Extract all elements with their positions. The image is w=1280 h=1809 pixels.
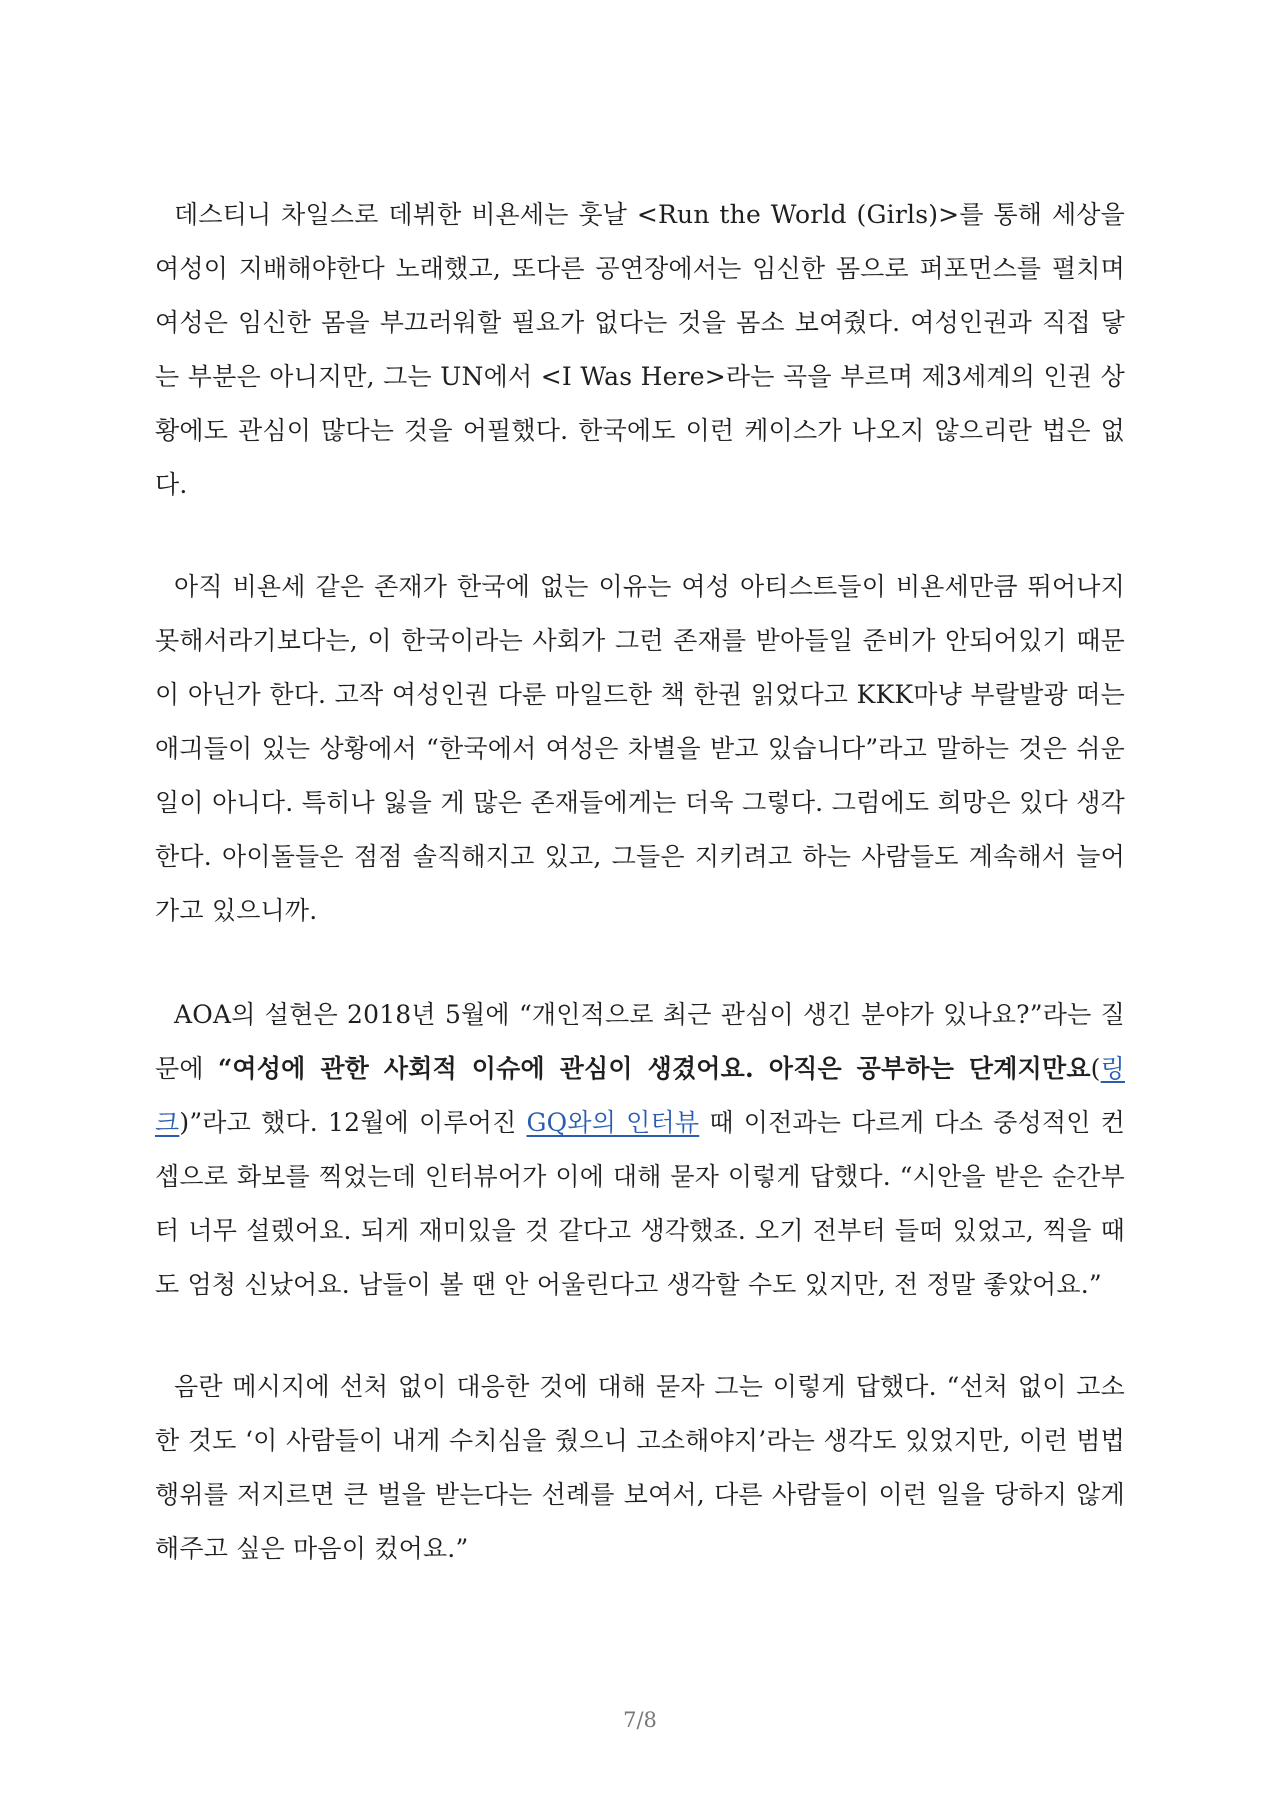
bold-quote-text: 여성에 관한 사회적 이슈에 관심이 생겼어요. 아직은 공부하는 단계지만요 [232, 1054, 1091, 1083]
link-gq-interview[interactable]: GQ와의 인터뷰 [526, 1108, 700, 1137]
link-suffix-text: )”라고 했다. 12월에 이루어진 [179, 1108, 527, 1137]
page-number: 7/8 [623, 1708, 657, 1732]
paragraph-rest-text: 때 이전과는 다르게 다소 중성적인 컨셉으로 화보를 찍었는데 인터뷰어가 이에 대해 묻자 이렇게 답했다. “시안을 받은 순간부터 너무 설렜어요. 되게 재미있을 것 같다고 생각했죠. 오기 전부터 들떠 있었고, 찍을 때도 엄청 신났어요. 남들이 볼 땐 안 어울린다고 생각할 수도 있지만, 전 정말 좋았어요.” [155, 1108, 1126, 1299]
link-source[interactable]: 링크 [155, 1054, 1125, 1137]
document-body [155, 188, 1125, 1628]
bold-quote-open: “ [217, 1054, 233, 1083]
paragraph-beyonce: 데스티니 차일스로 데뷔한 비욘세는 훗날 <Run the World (Girls)>를 통해 세상을 여성이 지배해야한다 노래했고, 또다른 공연장에서는 임신한 몸으로 퍼포먼스를 펼치며 여성은 임신한 몸을 부끄러워할 필요가 없다는 것을 몸소 보여줬다. 여성인권과 직접 닿는 부분은 아니지만, 그는 UN에서 <I Was Here>라는 곡을 부르며 제3세계의 인권 상황에도 관심이 많다는 것을 어필했다. 한국에도 이런 케이스가 나오지 않으리란 법은 없다. [155, 200, 1125, 499]
link-prefix: ( [1090, 1054, 1101, 1083]
paragraph-seolhyun [155, 988, 1125, 1312]
paragraph-response: 음란 메시지에 선처 없이 대응한 것에 대해 묻자 그는 이렇게 답했다. “선처 없이 고소한 것도 ‘이 사람들이 내게 수치심을 줬으니 고소해야지’라는 생각도 있었지만, 이런 범법 행위를 저지르면 큰 벌을 받는다는 선례를 보여서, 다른 사람들이 이런 일을 당하지 않게 해주고 싶은 마음이 컸어요.” [155, 1372, 1125, 1563]
paragraph-intro-text: AOA의 설현은 2018년 5월에 “개인적으로 최근 관심이 생긴 분야가 있나요?”라는 질문에 [155, 1000, 1125, 1083]
paragraph-korea-context: 아직 비욘세 같은 존재가 한국에 없는 이유는 여성 아티스트들이 비욘세만큼 뛰어나지 못해서라기보다는, 이 한국이라는 사회가 그런 존재를 받아들일 준비가 안되어있기 때문이 아닌가 한다. 고작 여성인권 다룬 마일드한 책 한권 읽었다고 KKK마냥 부랄발광 떠는 애긔들이 있는 상황에서 “한국에서 여성은 차별을 받고 있습니다”라고 말하는 것은 쉬운 일이 아니다. 특히나 잃을 게 많은 존재들에게는 더욱 그렇다. 그럼에도 희망은 있다 생각한다. 아이돌들은 점점 솔직해지고 있고, 그들은 지키려고 하는 사람들도 계속해서 늘어가고 있으니까. [155, 572, 1125, 925]
